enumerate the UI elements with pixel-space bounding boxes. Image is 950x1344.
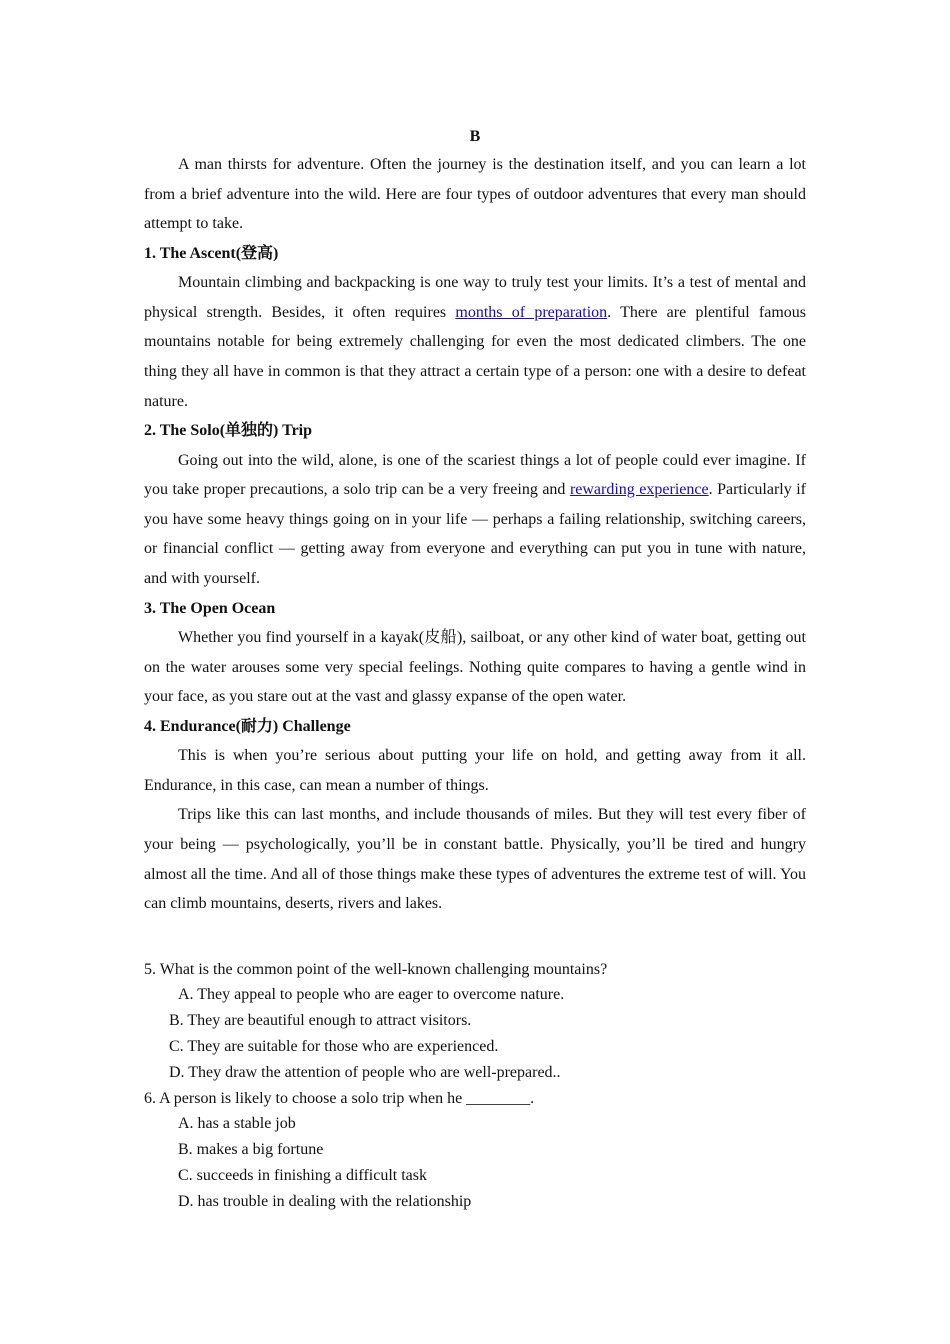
question-5-option-c: C. They are suitable for those who are experienced. bbox=[169, 1038, 499, 1056]
questions-section bbox=[144, 957, 806, 1215]
question-5-option-b: B. They are beautiful enough to attract visitors. bbox=[169, 1012, 472, 1030]
endurance-paragraph-1: This is when you’re serious about putting your life on hold, and getting away from it all. Endurance, in this case, can mean a number of things. bbox=[144, 747, 806, 794]
months-of-preparation-link[interactable]: months of preparation bbox=[455, 303, 608, 321]
question-6-option-d: D. has trouble in dealing with the relationship bbox=[178, 1192, 472, 1210]
solo-text-before: Going out into the wild, alone, is one of the scariest things a lot of people could ever imagine. If you take proper precautions, a solo trip can be a very freeing and bbox=[144, 451, 806, 499]
ascent-text-before: Mountain climbing and backpacking is one way to truly test your limits. It’s a test of mental and physical strength. Besides, it often requires bbox=[144, 274, 806, 321]
question-5-option-d: D. They draw the attention of people who are well-prepared.. bbox=[169, 1063, 561, 1081]
section-heading-solo: 2. The Solo(单独的) Trip bbox=[144, 422, 313, 440]
section-heading-endurance: 4. Endurance(耐力) Challenge bbox=[144, 717, 351, 735]
solo-paragraph bbox=[144, 446, 806, 594]
section-heading-ocean: 3. The Open Ocean bbox=[144, 599, 276, 617]
endurance-paragraph-2: Trips like this can last months, and include thousands of miles. But they will test every fiber of your being — psychologically, you’ll be in constant battle. Physically, you’ll be tired and hungry almost all the time. And all of those things make these types of adventures the extreme test of will. You can climb mountains, deserts, rivers and lakes. bbox=[144, 806, 806, 913]
question-5-stem: 5. What is the common point of the well-known challenging mountains? bbox=[144, 960, 608, 978]
ascent-text-after: . There are plentiful famous mountains notable for being extremely challenging for even the most dedicated climbers. The one thing they all have in common is that they attract a certain type of a person: one with a desire to defeat nature. bbox=[144, 303, 806, 410]
question-6-option-a: A. has a stable job bbox=[178, 1115, 296, 1133]
section-heading-ascent: 1. The Ascent(登高) bbox=[144, 244, 279, 262]
document-page bbox=[144, 124, 806, 1215]
rewarding-experience-link[interactable]: rewarding experience bbox=[569, 481, 709, 499]
question-5-option-a: A. They appeal to people who are eager to overcome nature. bbox=[178, 986, 565, 1004]
question-6-stem: 6. A person is likely to choose a solo trip when he ________. bbox=[144, 1089, 535, 1107]
intro-paragraph: A man thirsts for adventure. Often the journey is the destination itself, and you can learn a lot from a brief adventure into the wild. Here are four types of outdoor adventures that every man should attempt to take. bbox=[144, 156, 806, 233]
ascent-paragraph bbox=[144, 268, 806, 416]
ocean-paragraph: Whether you find yourself in a kayak(皮船), sailboat, or any other kind of water boat, getting out on the water arouses some very special feelings. Nothing quite compares to having a gentle wind in your face, as you stare out at the vast and glassy expanse of the open water. bbox=[144, 628, 806, 706]
question-6-option-b: B. makes a big fortune bbox=[178, 1141, 324, 1159]
question-6-option-c: C. succeeds in finishing a difficult task bbox=[178, 1167, 427, 1185]
passage-title: B bbox=[469, 128, 481, 145]
solo-text-after: . Particularly if you have some heavy things going on in your life — perhaps a failing relationship, switching careers, or financial conflict — getting away from everyone and everything can put you in tune with nature, and with yourself. bbox=[144, 481, 807, 587]
